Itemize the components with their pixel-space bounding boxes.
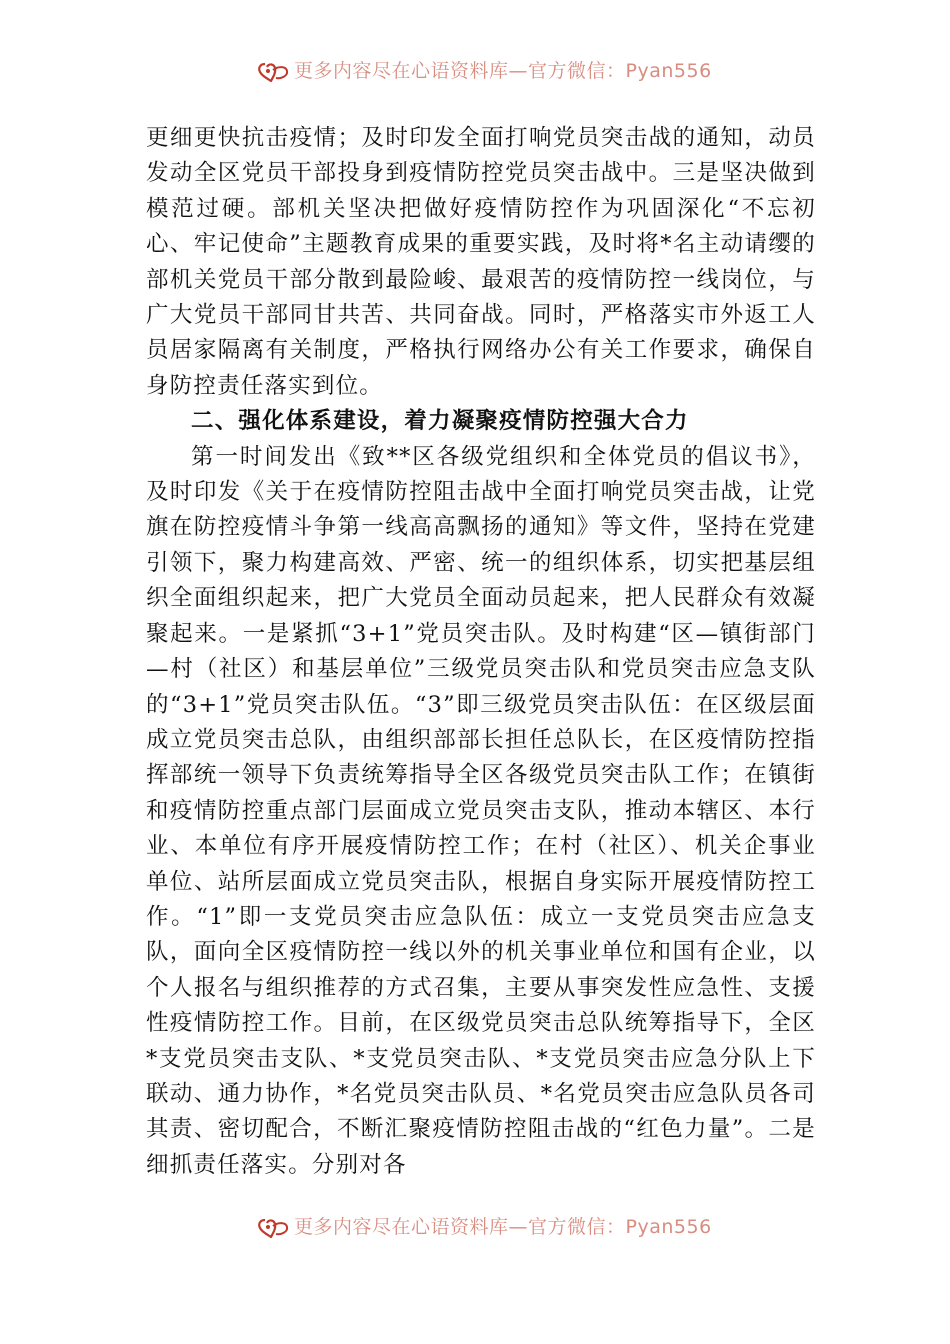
watermark-footer — [0, 1210, 950, 1244]
watermark-text: 更多内容尽在心语资料库—官方微信：Pyan556 — [294, 60, 712, 82]
heart-logo-icon — [256, 60, 290, 82]
paragraph-1: 更细更快抗击疫情；及时印发全面打响党员突击战的通知，动员发动全区党员干部投身到疫情防控党员突击战中。三是坚决做到模范过硬。部机关坚决把做好疫情防控作为巩固深化“不忘初心、牢记使命”主题教育成果的重要实践，及时将*名主动请缨的部机关党员干部分散到最险峻、最艰苦的疫情防控一线岗位，与广大党员干部同甘共苦、共同奋战。同时，严格落实市外返工人员居家隔离有关制度，严格执行网络办公有关工作要求，确保自身防控责任落实到位。 — [146, 125, 816, 399]
watermark-header — [0, 54, 950, 88]
heart-logo-icon — [256, 1216, 290, 1238]
watermark-text: 更多内容尽在心语资料库—官方微信：Pyan556 — [294, 1216, 712, 1238]
paragraph-2: 第一时间发出《致**区各级党组织和全体党员的倡议书》，及时印发《关于在疫情防控阻击战中全面打响党员突击战，让党旗在防控疫情斗争第一线高高飘扬的通知》等文件，坚持在党建引领下，聚力构建高效、严密、统一的组织体系，切实把基层组织全面组织起来，把广大党员全面动员起来，把人民群众有效凝聚起来。一是紧抓“3+1”党员突击队。及时构建“区—镇街部门—村（社区）和基层单位”三级党员突击队和党员突击应急支队的“3+1”党员突击队伍。“3”即三级党员突击队伍：在区级层面成立党员突击总队，由组织部部长担任总队长，在区疫情防控指挥部统一领导下负责统筹指导全区各级党员突击队工作；在镇街和疫情防控重点部门层面成立党员突击支队，推动本辖区、本行业、本单位有序开展疫情防控工作；在村（社区）、机关企事业单位、站所层面成立党员突击队，根据自身实际开展疫情防控工作。“1”即一支党员突击应急队伍：成立一支党员突击应急支队，面向全区疫情防控一线以外的机关事业单位和国有企业，以个人报名与组织推荐的方式召集，主要从事突发性应急性、支援性疫情防控工作。目前，在区级党员突击总队统筹指导下，全区*支党员突击支队、*支党员突击队、*支党员突击应急分队上下联动、通力协作，*名党员突击队员、*名党员突击应急队员各司其责、密切配合，不断汇聚疫情防控阻击战的“红色力量”。二是细抓责任落实。分别对各 — [146, 443, 816, 1178]
document-body — [146, 121, 816, 1183]
section-heading-2: 二、强化体系建设，着力凝聚疫情防控强大合力 — [191, 408, 689, 435]
